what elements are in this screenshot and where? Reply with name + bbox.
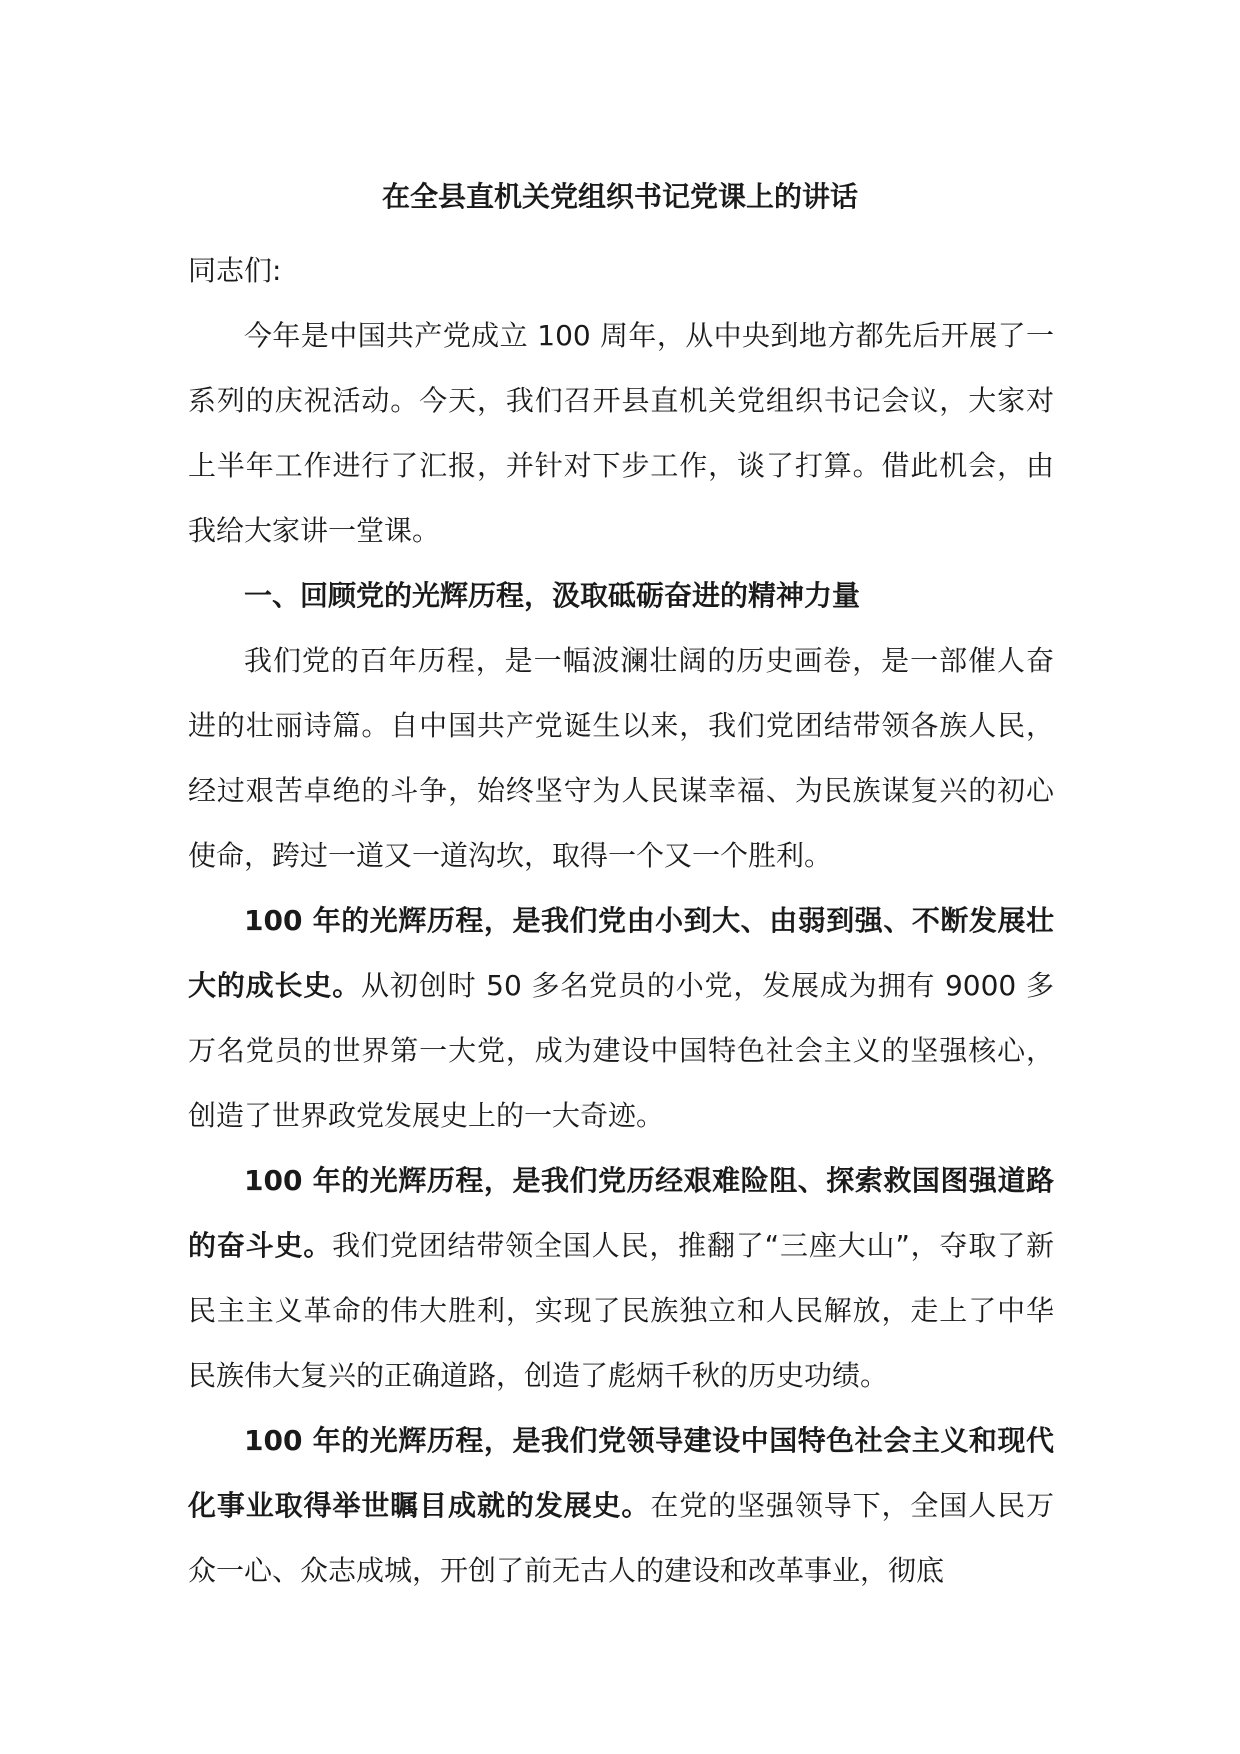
- paragraph-text: 从初创时 50 多名党员的小党，发展成为拥有 9000 多万名党员的世界第一大党，成为建设中国特色社会主义的坚强核心，创造了世界政党发展史上的一大奇迹。: [188, 969, 1054, 1132]
- paragraph-text: 我们党团结带领全国人民，推翻了“三座大山”，夺取了新民主主义革命的伟大胜利，实现了民族独立和人民解放，走上了中华民族伟大复兴的正确道路，创造了彪炳千秋的历史功绩。: [188, 1229, 1054, 1392]
- document-title: 在全县直机关党组织书记党课上的讲话: [381, 180, 858, 213]
- section-heading: 一、回顾党的光辉历程，汲取砥砺奋进的精神力量: [244, 579, 861, 612]
- paragraph-lead: 100 年的光辉历程，是我们党历经艰难险阻、探索救国图强道路的奋斗史。: [188, 1164, 1054, 1262]
- paragraph-lead: 100 年的光辉历程，是我们党领导建设中国特色社会主义和现代化事业取得举世瞩目成就的发展史。: [188, 1424, 1054, 1522]
- body-paragraph: [188, 1148, 1054, 1408]
- paragraph-text: 在党的坚强领导下，全国人民万众一心、众志成城，开创了前无古人的建设和改革事业，彻底: [188, 1489, 1054, 1587]
- body-paragraph: [188, 888, 1054, 1148]
- body-paragraph: [188, 1408, 1054, 1603]
- intro-paragraph: 今年是中国共产党成立 100 周年，从中央到地方都先后开展了一系列的庆祝活动。今天，我们召开县直机关党组织书记会议，大家对上半年工作进行了汇报，并针对下步工作，谈了打算。借此机会，由我给大家讲一堂课。: [188, 319, 1054, 547]
- body-paragraph: 我们党的百年历程，是一幅波澜壮阔的历史画卷，是一部催人奋进的壮丽诗篇。自中国共产党诞生以来，我们党团结带领各族人民，经过艰苦卓绝的斗争，始终坚守为人民谋幸福、为民族谋复兴的初心使命，跨过一道又一道沟坎，取得一个又一个胜利。: [188, 644, 1054, 872]
- document-body: [188, 238, 1054, 1603]
- paragraph-lead: 100 年的光辉历程，是我们党由小到大、由弱到强、不断发展壮大的成长史。: [188, 904, 1054, 1002]
- greeting: 同志们:: [188, 254, 282, 287]
